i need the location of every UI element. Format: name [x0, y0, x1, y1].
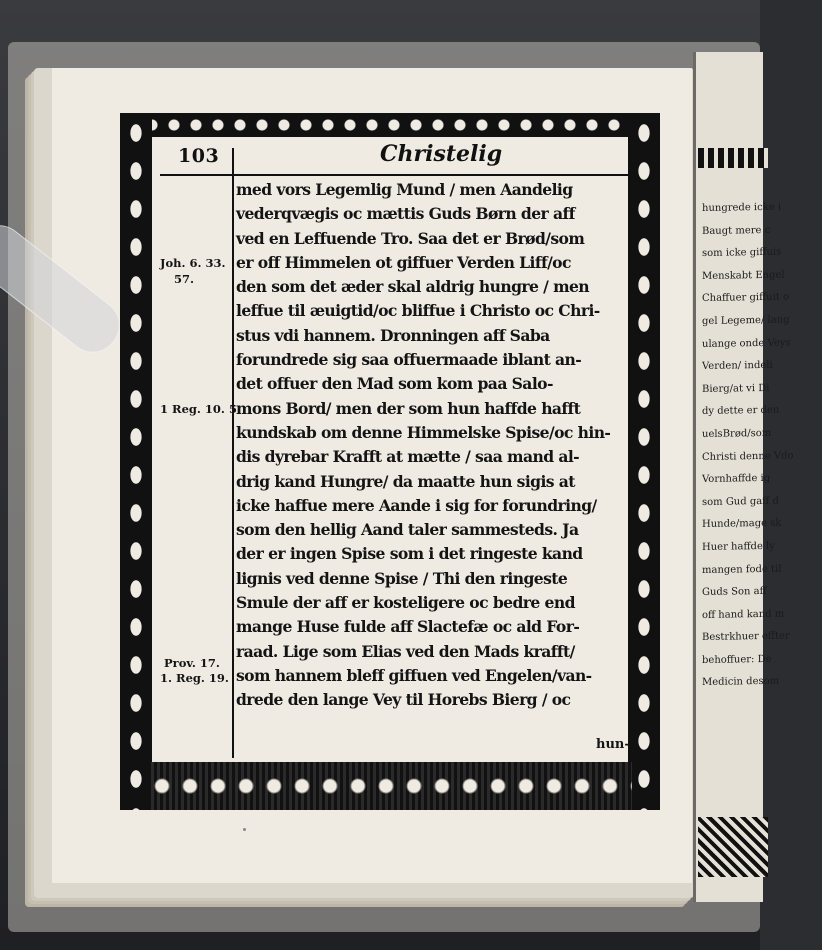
facing-line: Vornhaffde ig	[702, 472, 771, 486]
text-line: Smule der aff er kosteligere oc bedre end	[236, 593, 575, 613]
facing-line: Hunde/mage sk	[702, 517, 782, 531]
woodcut-border-top	[120, 113, 660, 137]
facing-line: dy dette er den	[702, 405, 780, 418]
text-line: ved en Leffuende Tro. Saa det er Brød/som	[236, 228, 585, 248]
facing-line: Medicin desom	[702, 676, 780, 689]
woodcut-border-left	[120, 113, 152, 810]
facing-page-text	[702, 196, 822, 695]
marginal-note-reg2: 1. Reg. 19.	[160, 671, 229, 685]
text-line: der er ingen Spise som i det ringeste kand	[236, 544, 583, 564]
text-line: som hannem bleff giffuen ved Engelen/van-	[236, 665, 592, 685]
text-line: det offuer den Mad som kom paa Salo-	[236, 374, 553, 394]
body-text	[236, 178, 628, 713]
facing-line: Chaffuer giffuit o	[702, 291, 790, 305]
text-line: mange Huse fulde aff Slactefæ oc ald For-	[236, 617, 580, 637]
facing-line: hungrede icke i	[702, 201, 782, 215]
facing-line: ulange onde Veys	[702, 337, 791, 350]
text-line: dis dyrebar Krafft at mætte / saa mand al-	[236, 447, 580, 467]
text-line: icke haffue mere Aande i sig for forundring/	[236, 495, 597, 515]
text-line: er off Himmelen ot giffuer Verden Liff/oc	[236, 252, 571, 272]
text-line: drede den lange Vey til Horebs Bierg / oc	[236, 690, 571, 710]
text-line: som den hellig Aand taler sammesteds. Ja	[236, 520, 579, 540]
page-number: 103	[178, 145, 220, 167]
text-line: drig kand Hungre/ da maatte hun sigis at	[236, 471, 575, 491]
text-line: mons Bord/ men der som hun haffde hafft	[236, 398, 581, 418]
facing-line: Verden/ indeli	[702, 359, 773, 373]
facing-line: som icke giffuis	[702, 246, 782, 260]
facing-line: off hand kand m	[702, 608, 785, 621]
facing-line: Menskabt Engel	[702, 269, 785, 282]
running-title: Christelig	[380, 141, 503, 167]
text-line: lignis ved denne Spise / Thi den ringeste	[236, 568, 568, 588]
text-line: vederqvægis oc mættis Guds Børn der aff	[236, 204, 575, 224]
facing-line: gel Legeme/ lang	[702, 314, 790, 328]
catchword: hun-	[596, 737, 630, 752]
text-line: kundskab om denne Himmelske Spise/oc hin-	[236, 422, 611, 442]
marginal-note-joh-cont: 57.	[174, 272, 195, 286]
facing-line: Huer haffde ly	[702, 540, 775, 553]
header-rule	[160, 174, 628, 176]
margin-rule	[232, 148, 234, 758]
paper-speck	[243, 828, 246, 831]
facing-line: Bestrkhuer effter	[702, 630, 790, 644]
facing-line: Guds Son aff	[702, 586, 767, 599]
marginal-note-reg: 1 Reg. 10. 5	[160, 402, 237, 416]
facing-line: mangen fode til	[702, 563, 782, 576]
facing-line: uelsBrød/som	[702, 427, 772, 440]
woodcut-border-bottom	[148, 762, 632, 810]
facing-line: Baugt mere c	[702, 224, 771, 237]
text-line: raad. Lige som Elias ved den Mads krafft/	[236, 641, 575, 661]
text-line: leffue til æuigtid/oc bliffue i Christo oc Chri-	[236, 301, 600, 321]
text-line: med vors Legemlig Mund / men Aandelig	[236, 180, 573, 199]
facing-bottom-ornament	[698, 817, 768, 877]
marginal-note-prov: Prov. 17.	[164, 656, 220, 670]
facing-line: Bierg/at vi Di	[702, 382, 770, 395]
facing-line: Christi denne Vdo	[702, 449, 794, 463]
marginal-note-joh: Joh. 6. 33.	[160, 256, 226, 270]
facing-top-ornament	[698, 148, 768, 168]
facing-line: behoffuer: De	[702, 653, 772, 666]
facing-line: som Gud gaff d	[702, 495, 779, 508]
text-line: forundrede sig saa offuermaade iblant an-	[236, 350, 582, 370]
woodcut-border-right	[628, 113, 660, 810]
facing-page	[693, 52, 794, 902]
text-line: den som det æder skal aldrig hungre / men	[236, 277, 590, 297]
text-line: stus vdi hannem. Dronningen aff Saba	[236, 325, 550, 345]
